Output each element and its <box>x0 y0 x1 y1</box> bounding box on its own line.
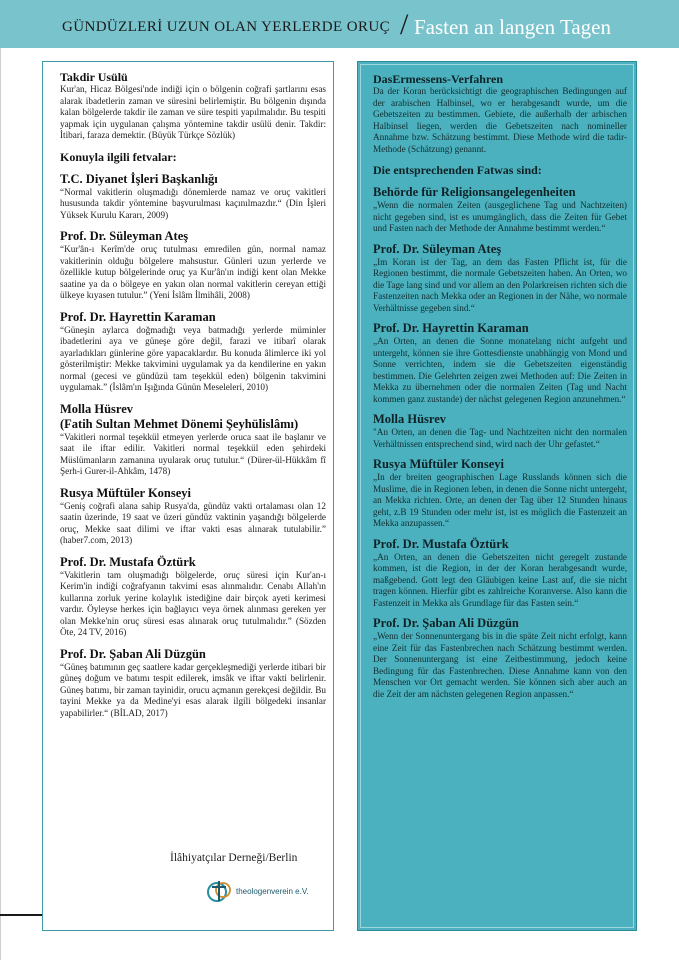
fatwa-quote: „An Orten, an denen die Sonne monatelang nicht aufgeht und untergeht, können sie ihre Gottesdienste unabhängig von Mond und Sonne verrichten, indem sie die Gebetszeiten eigenständig bestimmen. Die Gelehrten zeigen zwei Methoden auf: Die Zeiten in Mekka zu übernehmen oder die normalen Zeiten (Tag und Nacht kommen ganz zustande) der nächst gelegenen Region anzunehmen.“ <box>373 336 627 404</box>
header-title-german: Fasten an langen Tagen <box>414 15 611 39</box>
fatwa-author: Prof. Dr. Mustafa Öztürk <box>60 554 196 569</box>
header-title-turkish: GÜNDÜZLERİ UZUN OLAN YERLERDE ORUÇ <box>62 19 391 35</box>
fatwa-author: Rusya Müftüler Konseyi <box>373 457 505 471</box>
fatwa-author: Prof. Dr. Mustafa Öztürk <box>373 536 509 551</box>
fatwa-author: T.C. Diyanet İşleri Başkanlığı <box>60 171 218 186</box>
fatwa-author: Rusya Müftüler Konseyi <box>60 485 192 500</box>
page-header <box>0 0 679 48</box>
fatwa-author: Molla Hüsrev <box>373 412 447 426</box>
fatwa-quote: “Geniş coğrafi alana sahip Rusya'da, gündüz vakti ortalaması olan 12 saatin üzerinde, 19 saat ve üzeri gündüz vaktinin yaşandığı bölgelerde oruç, Mekke saat dilimi ve iftar vakti esas alınarak tutulabilir.” (haber7.com, 2013) <box>60 500 326 545</box>
fatwa-author: Prof. Dr. Şaban Ali Düzgün <box>60 646 206 661</box>
header-slash: / <box>400 8 409 41</box>
section-heading: DasErmessens-Verfahren <box>373 72 503 86</box>
fatwa-author: Molla Hüsrev <box>60 401 134 416</box>
signature: İlâhiyatçılar Derneği/Berlin <box>170 852 298 864</box>
fatwa-quote: “Vakitlerin tam oluşmadığı bölgelerde, oruç süresi için Kur'an-ı Kerim'in indiği coğrafyanın takvimi esas alınmalıdır. Cenabı Allah'ın kullarına zorluk yerine kolaylık istediğine dair birçok ayeti kerimesi vardır. Öyleyse herkes için bağlayıcı veya örnek alınması gereken yer olan Mekke'nin oruç süresi esas alınarak oruç tutulmalıdır.” (Sözden Öte, 24 TV, 2016) <box>60 569 326 637</box>
intro-paragraph: Kur'an, Hicaz Bölgesi'nde indiği için o bölgenin coğrafi şartlarını esas alarak ibadetlerin zaman ve süresini belirlemiştir. Bu bölgenin dışında kalan bölgelerde takdir ile zaman ve süre tespiti yapılmalıdır. Bu tespiti yapmak için uygulanan çalışma yöntemine takdir usülü denir. Takdir: İtibari, faraza demektir. (Büyük Türkçe Sözlük) <box>60 84 326 140</box>
fatwa-quote: “Kur'ân-ı Kerîm'de oruç tutulması emredilen gün, normal namaz vakitlerinin olduğu bölgelere mahsustur. Günleri uzun yerlerde ve özellikle kutup bölgelerinde oruç ya Kur'ân'ın indiği kent olan Mekke saatine ya da o bölgeye en yakın olan normal vakitlerin cereyan ettiği ülkeye kıyasen tutulur.” (Yeni İslâm İlmihâli, 2008) <box>60 244 326 300</box>
fatwa-quote: „Im Koran ist der Tag, an dem das Fasten Pflicht ist, für die Regionen bestimmt, die normale Gebetszeiten haben. An Orten, wo die Tage lang sind und vor allem an den Polarkreisen richten sich die Fastenzeiten nach Mekka oder an Regionen in der Nähe, wo normale Verhältnisse gegeben sind.“ <box>373 256 627 313</box>
fatwa-quote: „An Orten, an denen die Gebetszeiten nicht geregelt zustande kommen, ist die Region, in der der Koran herabgesandt wurde, maßgebend. Gott legt den Gläubigen keine Last auf, die sie nicht tragen können. Hierfür gibt es zahlreiche Koranverse. Also kann die Fastenzeit in Mekka als Grundlage für das Fasten sein.“ <box>373 551 627 608</box>
fatwa-quote: „Wenn die normalen Zeiten (ausgeglichene Tag und Nachtzeiten) nicht gegeben sind, ist es unumgänglich, dass die Zeiten für Gebet und Fasten nach der Methode der Annahme bestimmt werden.“ <box>373 200 627 233</box>
fatwa-author: Prof. Dr. Hayrettin Karaman <box>60 309 216 324</box>
fatwa-author: Prof. Dr. Süleyman Ateş <box>373 241 502 256</box>
turkish-column <box>60 70 326 719</box>
fatwa-author: Prof. Dr. Şaban Ali Düzgün <box>373 616 519 630</box>
section-heading: Takdir Usülü <box>60 70 128 84</box>
fatwa-quote: “Normal vakitlerin oluşmadığı dönemlerde namaz ve oruç vakitleri hususunda takdir yöntemine başvurulması kaçınılmazdır.“ (Din İşleri Yüksek Kurulu Kararı, 2009) <box>60 186 326 220</box>
fatwa-author: Prof. Dr. Hayrettin Karaman <box>373 321 529 335</box>
theologenverein-logo <box>206 878 318 904</box>
fatwas-heading: Die entsprechenden Fatwas sind: <box>373 163 542 177</box>
fatwa-quote: “Güneş batımının geç saatlere kadar gerçekleşmediği yerlerde itibari bir güneş doğum ve batımı tespit edilerek, imsâk ve iftar vakti belirlenir. Güneş batımı, bir zaman tayinidir, orucu açmanın gerekçesi değildir. Bu tayini Mekke ya da Medine'yi esas alarak ilgili bölgedeki insanlar yapabilirler.“ (BİLAD, 2017) <box>60 661 326 718</box>
logo-text: theologenverein e.V. <box>236 887 309 896</box>
fatwa-quote: “Güneşin aylarca doğmadığı veya batmadığı yerlerde müminler ibadetlerini aya ve güneşe göre değil, farazi ve itibarî olarak ayarladıkları günlerine göre yapacaklardır. Bu konuda âlimlerce iki yol gösterilmiştir: Mekke takvimini uygulamak ya da kendilerine en yakın normal (gecesi ve gündüzü tam teşekkül eden) bölgenin takvimini uygulamak.” (İslâm'ın Işığında Günün Meseleleri, 2010) <box>60 324 326 392</box>
fatwa-quote: „Wenn der Sonnenuntergang bis in die späte Zeit nicht erfolgt, kann eine Zeit für das Fastenbrechen nach Schätzung bestimmt werden. Der Sonnenuntergang ist eine Zeitbestimmung, jedoch keine Bedingung für das Fastenbrechen. Diese Annahme kann von den Menschen vor Ort gemacht werden. Sie können sich aber auch an die Zeit der am nächsten gelegenen Region anpassen.“ <box>373 631 627 699</box>
fatwa-author: Prof. Dr. Süleyman Ateş <box>60 229 189 243</box>
fatwa-quote: „In der breiten geographischen Lage Russlands können sich die Muslime, die in Regionen leben, in denen die Sonne nicht untergeht, an Mekka richten. Orte, an denen der Tag über 12 Stunden hinaus geht, z.B 19 Stunden oder mehr ist, ist es möglich die Fastenzeit an Mekka anzupassen.“ <box>373 472 627 528</box>
german-column <box>373 72 627 700</box>
footer-rule <box>0 914 42 916</box>
fatwa-author-subtitle: (Fatih Sultan Mehmet Dönemi Şeyhülislâmı) <box>60 416 299 431</box>
fatwas-heading: Konuyla ilgili fetvalar: <box>60 149 177 164</box>
fatwa-quote: “Vakitleri normal teşekkül etmeyen yerlerde oruca saat ile başlanır ve saat ile iftar edilir. Vakitleri normal teşekkül eden şehirdeki Müslümanların zamanına uyularak oruç tutulur.“ (Dürer-ül-Hükkâm fî Şerh-i Gurer-il-Ahkâm, 1478) <box>60 431 326 476</box>
fatwa-author: Behörde für Religionsangelegenheiten <box>373 185 576 199</box>
fatwa-quote: "An Orten, an denen die Tag- und Nachtzeiten nicht den normalen Verhältnissen entsprechend sind, wird nach der Uhr gefastet.“ <box>373 427 627 449</box>
intro-paragraph: Da der Koran berücksichtigt die geographischen Bedingungen auf der arabischen Halbinsel, wo er herabgesandt wurde, um die Gebetszeiten zu bestimmen. Gebiete, die außerhalb der arbischen Halbinsel liegen, werden die Gebetszeiten nach nomineller Annahme bzw. Schätzung bestimmt. Diese Methode wird die tadir-Methode (Schätzung) genannt. <box>373 86 627 154</box>
page-edge-line <box>0 48 1 960</box>
logo-icon <box>206 878 234 904</box>
